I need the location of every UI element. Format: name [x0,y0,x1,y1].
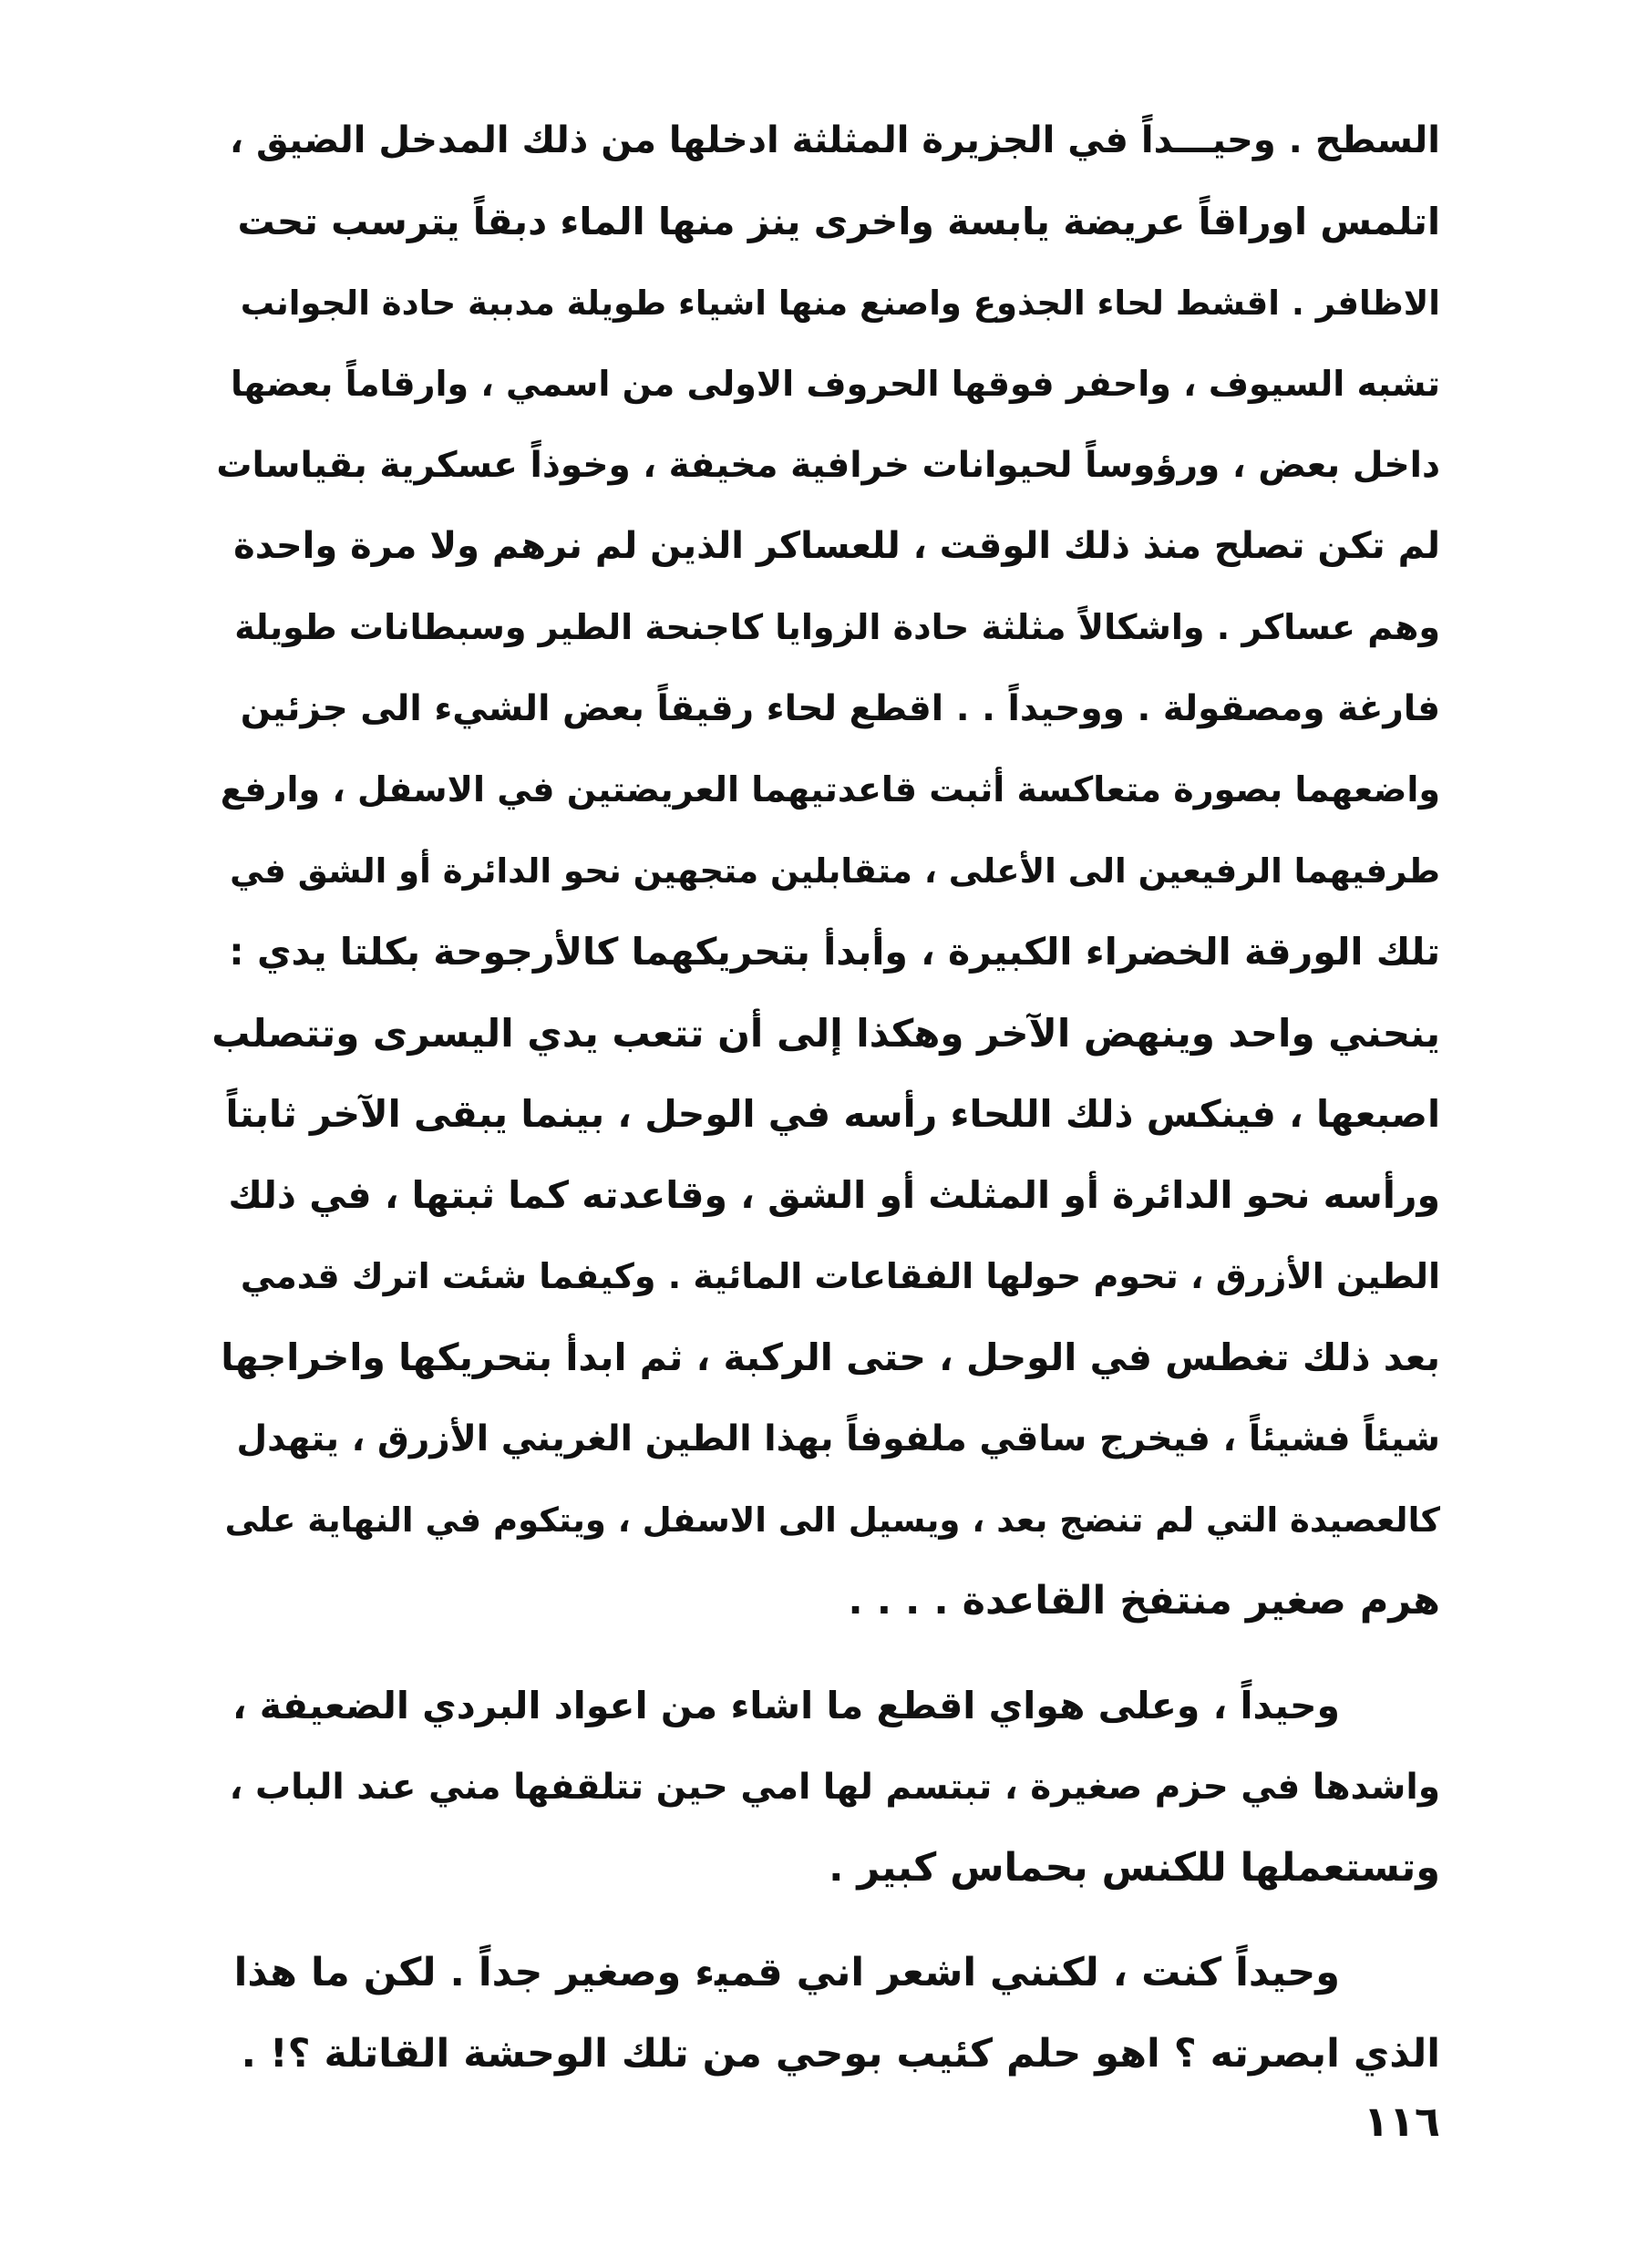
text-line: تشبه السيوف ، واحفر فوقها الحروف الاولى من اسمي ، وارقاماً بعضها [230,364,1440,404]
text-line: اتلمس اوراقاً عريضة يابسة واخرى ينز منها الماء دبقاً يترسب تحت [237,200,1440,243]
text-line: طرفيهما الرفيعين الى الأعلى ، متقابلين متجهين نحو الدائرة أو الشق في [230,851,1440,891]
text-line: داخل بعض ، ورؤوساً لحيوانات خرافية مخيفة ، وخوذاً عسكرية بقياسات [216,445,1440,486]
text-line: السطح . وحيـــداً في الجزيرة المثلثة ادخلها من ذلك المدخل الضيق ، [229,119,1440,161]
text-line: وحيداً كنت ، لكنني اشعر اني قمي‍ء وصغير جداً . لكن ما هذا [233,1950,1340,1995]
text-line: وتستعملها للكنس بحماس كبير . [829,1845,1440,1891]
text-line: ينحني واحد وينهض الآخر وهكذا إلى أن تتعب يدي اليسرى وتتصلب [211,1011,1440,1056]
text-line: بعد ذلك تغطس في الوحل ، حتى الركبة ، ثم ابدأ بتحريكها واخراجها [221,1335,1440,1379]
text-line: الذي ابصرته ؟ اهو حلم كئيب بوحي من تلك الوحشة القاتلة ؟! . [241,2031,1440,2077]
page-number: ١١٦ [1363,2097,1440,2146]
paragraph-spacer [211,1909,1440,1933]
text-line: وحيداً ، وعلى هواي اقطع ما اشاء من اعواد البردي الضعيفة ، [232,1684,1340,1727]
text-line: لم تكن تصلح منذ ذلك الوقت ، للعساكر الذين لم نرهم ولا مرة واحدة [233,525,1440,567]
paragraph [211,100,1440,1642]
text-line: ورأسه نحو الدائرة أو المثلث أو الشق ، وقاعدته كما ثبتها ، في ذلك [228,1173,1440,1217]
text-line: فارغة ومصقولة . ووحيداً . . اقطع لحاء رقيقاً بعض الشيء الى جزئين [240,688,1440,729]
text-line: الاظافر . اقشط لحاء الجذوع واصنع منها اشياء طويلة مدببة حادة الجوانب [240,284,1440,323]
paragraph [211,1933,1440,2095]
text-line: واضعهما بصورة متعاكسة أثبت قاعدتيهما العريضتين في الاسفل ، وارفع [220,769,1440,809]
body-text [211,100,1440,2095]
text-line: هرم صغير منتفخ القاعدة . . . . [848,1578,1440,1624]
text-line: كالعصيدة التي لم تنضج بعد ، ويسيل الى الاسفل ، ويتكوم في النهاية على [224,1500,1440,1540]
text-line: الطين الأزرق ، تحوم حولها الفقاعات المائية . وكيفما شئت اترك قدمي [240,1256,1440,1296]
text-line: تلك الورقة الخضراء الكبيرة ، وأبدأ بتحريكهما كالأرجوحة بكلتا يدي : [229,930,1440,974]
text-line: وهم عساكر . واشكالاً مثلثة حادة الزوايا كاجنحة الطير وسبطانات طويلة [234,607,1440,647]
text-line: شيئاً فشيئاً ، فيخرج ساقي ملفوفاً بهذا الطين الغريني الأزرق ، يتهدل [236,1418,1440,1459]
paragraph [211,1665,1440,1909]
paragraph-spacer [211,1642,1440,1665]
text-line: اصبعها ، فينكس ذلك اللحاء رأسه في الوحل ، بينما يبقى الآخر ثابتاً [225,1092,1440,1136]
text-line: واشدها في حزم صغيرة ، تبتسم لها امي حين تتلقفها مني عند الباب ، [229,1767,1440,1808]
